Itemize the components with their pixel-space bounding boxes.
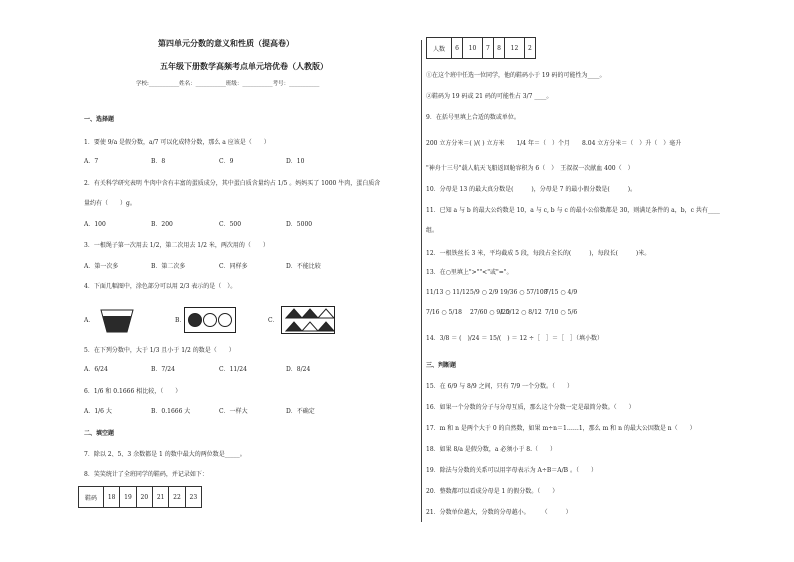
table-cell: 7 — [482, 38, 493, 59]
table-cell: 19 — [120, 487, 136, 508]
q6-option-a: A．1/6 大 — [84, 408, 112, 415]
shoe-size-table — [78, 486, 202, 508]
q1-option-b: B．8 — [151, 158, 166, 165]
q2-option-d: D．5000 — [286, 221, 313, 228]
q6-option-c: C．一样大 — [219, 408, 248, 415]
q13-item: 1 5/12 ○ 8/12 — [500, 309, 542, 316]
question-11-line1: 11．已知 a 与 b 的最大公约数是 10，a 与 c, b 与 c 的最小公倍数都是 30，则满足条件的 a，b，c 共有____ — [426, 207, 720, 214]
table-cell: 鞋码 — [79, 487, 104, 508]
question-2-line2: 量约有（ ）g。 — [84, 200, 136, 207]
question-4: 4．下面几幅图中，涂色部分可以用 2/3 表示的是（ ）。 — [84, 283, 237, 290]
table-cell: 21 — [152, 487, 168, 508]
table-cell: 18 — [104, 487, 120, 508]
q3-option-b: B．第二次多 — [151, 263, 186, 270]
q2-option-b: B．200 — [151, 221, 173, 228]
q1-option-c: C．9 — [219, 158, 234, 165]
table-cell: 22 — [169, 487, 185, 508]
question-10: 10．分母是 13 的最大真分数是( )，分母是 7 的最小假分数是( )。 — [426, 186, 637, 193]
question-9b: "神舟十三号"载人航天飞船返回舱容积为 6（ ） 王叔叔一次献血 400（ ） — [426, 165, 634, 172]
question-13: 13．在○里填上">""<"或"="。 — [426, 269, 513, 276]
q13-item: 5/9 ○ 2/9 — [470, 289, 499, 296]
question-9a: 200 立方分米＝( )/( ) 立方米 1/4 年＝（ ）个月 8.04 立方分米＝（ ）升（ ）毫升 — [426, 140, 682, 147]
section-choice-heading: 一、选择题 — [84, 116, 115, 123]
table-cell: 20 — [136, 487, 152, 508]
q5-option-d: D．8/24 — [286, 366, 311, 373]
student-count-table — [426, 37, 536, 59]
q5-option-b: B．7/24 — [151, 366, 175, 373]
section-fill-heading: 二、填空题 — [84, 430, 115, 437]
question-17: 17．m 和 n 是两个大于 0 的自然数，如果 m÷n＝1……1，那么 m 和 n 的最大公因数是 n（ ） — [426, 425, 696, 432]
question-18: 18．如果 8/a 是假分数，a 必须小于 8.（ ） — [426, 446, 556, 453]
q13-item: 7/15 ○ 4/9 — [545, 289, 578, 296]
q6-option-d: D．不确定 — [286, 408, 315, 415]
table-cell: 8 — [493, 38, 504, 59]
question-11-line2: 组。 — [426, 227, 439, 234]
question-21: 21．分数单位越大，分数的分母越小。 （ ） — [426, 509, 572, 516]
q4-label-c: C． — [268, 317, 279, 324]
question-14: 14．3/8 ＝ ( )/24 ＝ 15/( ) ＝ 12 ÷［ ］＝［ ］（填小数） — [426, 335, 603, 342]
q13-item: 7/16 ○ 5/18 — [426, 309, 462, 316]
q2-option-a: A．100 — [84, 221, 106, 228]
q3-option-a: A．第一次多 — [84, 263, 119, 270]
table-cell: 2 — [524, 38, 535, 59]
three-circles-figure — [184, 307, 236, 333]
question-19: 19．除法与分数的关系可以用字母表示为 A÷B＝A/B 。（ ） — [426, 467, 597, 474]
question-3: 3．一根绳子第一次用去 1/2，第二次用去 1/2 米，两次用的（ ） — [84, 242, 269, 249]
q1-option-a: A．7 — [84, 158, 99, 165]
question-12: 12．一根铁丝长 3 米，平均截成 5 段，每段占全长的( )，每段长( )米。 — [426, 250, 651, 257]
section-judge-heading: 三、判断题 — [426, 362, 457, 369]
q3-option-d: D．不能比较 — [286, 263, 321, 270]
page-title: 第四单元分数的意义和性质（提高卷） — [158, 39, 294, 48]
table-row — [427, 38, 536, 59]
question-1: 1．要使 9/a 是假分数，a/7 可以化成特分数，那么 a 应该是（ ） — [84, 139, 270, 146]
student-info-line: 学校:___________姓名：___________班级：___________考号：___________ — [136, 81, 320, 87]
q3-option-c: C．同样多 — [219, 263, 248, 270]
q5-option-a: A．6/24 — [84, 366, 108, 373]
question-8a: ①在这个班中任选一位同学，他的鞋码小于 19 码的可能性为____。 — [426, 72, 606, 79]
table-cell: 6 — [452, 38, 463, 59]
question-8b: ②鞋码为 19 码或 21 码的可能性占 3/7 ____。 — [426, 93, 553, 100]
shaded-circle — [188, 313, 202, 327]
table-cell: 23 — [185, 487, 201, 508]
question-16: 16．如果一个分数的分子与分母互质，那么这个分数一定是最简分数。（ ） — [426, 404, 635, 411]
page-subtitle: 五年级下册数学高频考点单元培优卷（人教版） — [160, 62, 328, 71]
question-5: 5．在下列分数中，大于 1/3 且小于 1/2 的数是（ ） — [84, 347, 235, 354]
table-row — [79, 487, 202, 508]
question-8: 8．笑笑统计了全班同学的鞋码，并记录如下： — [84, 471, 208, 478]
triangles-figure — [281, 306, 335, 334]
q2-option-c: C．500 — [219, 221, 242, 228]
q6-option-b: B．0.1666 大 — [151, 408, 191, 415]
table-cell: 10 — [463, 38, 483, 59]
question-9: 9．在括号里填上合适的数或单位。 — [426, 114, 520, 121]
q4-label-a: A． — [84, 317, 95, 324]
q13-item: 27/60 ○ 9/20 — [470, 309, 510, 316]
question-6: 6．1/6 和 0.1666 相比较，（ ） — [84, 388, 182, 395]
q13-item: 19/36 ○ 57/108 — [500, 289, 548, 296]
cup-figure — [100, 309, 134, 333]
q1-option-d: D．10 — [286, 158, 305, 165]
column-divider — [421, 40, 422, 522]
question-20: 20．整数都可以看成分母是 1 的假分数。（ ） — [426, 488, 559, 495]
empty-circle — [203, 313, 217, 327]
q13-item: 7/10 ○ 5/6 — [545, 309, 578, 316]
q13-item: 11/13 ○ 11/12 — [426, 289, 470, 296]
question-7: 7．除以 2、5、3 余数都是 1 的数中最大的两位数是_____。 — [84, 451, 246, 458]
q4-label-b: B． — [175, 317, 186, 324]
empty-circle — [218, 313, 232, 327]
q5-option-c: C．11/24 — [219, 366, 247, 373]
question-2-line1: 2．有关科学研究表明 牛肉中含有丰富的蛋质成分，其中蛋白质含量约占 1/5 。妈妈买了 1000 牛肉，蛋白质含 — [84, 180, 381, 187]
question-15: 15．在 6/9 与 8/9 之间，只有 7/9 一个分数。（ ） — [426, 383, 574, 390]
table-cell: 12 — [505, 38, 525, 59]
table-cell: 人数 — [427, 38, 452, 59]
